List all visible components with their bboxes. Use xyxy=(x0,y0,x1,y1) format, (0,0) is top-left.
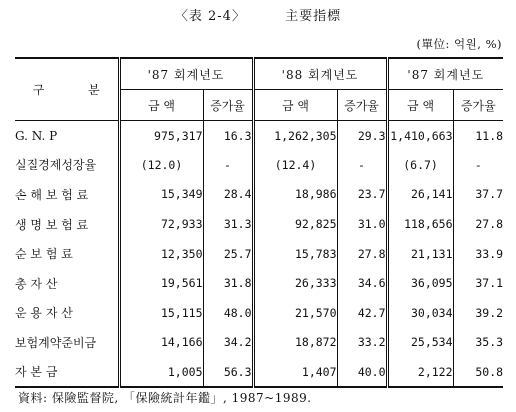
row-label: 순 보 험 료 xyxy=(15,247,73,262)
table-row xyxy=(15,239,503,269)
growth-rate-cell: 25.7 xyxy=(203,239,253,269)
amount-cell: 12,350 xyxy=(119,239,203,269)
amount-cell: 21,570 xyxy=(253,298,337,328)
amount-cell: 92,825 xyxy=(253,209,337,239)
sub-header: 금 액 xyxy=(253,90,337,121)
growth-rate-cell: 40.0 xyxy=(337,357,387,387)
growth-rate-cell: 34.6 xyxy=(337,268,387,298)
growth-rate-cell: 23.7 xyxy=(337,180,387,210)
growth-rate-cell: 56.3 xyxy=(203,357,253,387)
amount-cell: 19,561 xyxy=(119,268,203,298)
growth-rate-cell: 33.2 xyxy=(337,328,387,358)
amount-cell: 1,407 xyxy=(253,357,337,387)
amount-cell: 72,933 xyxy=(119,209,203,239)
amount-cell: 118,656 xyxy=(387,209,453,239)
row-label: G. N. P xyxy=(15,128,58,143)
growth-rate-cell: 28.4 xyxy=(203,180,253,210)
amount-cell: 30,034 xyxy=(387,298,453,328)
table-row xyxy=(15,150,503,180)
source-note: 資料: 保險監督院, 「保險統計年鑑」, 1987~1989. xyxy=(18,391,312,405)
row-label: 보험계약준비금 xyxy=(15,335,97,350)
amount-cell: 1,410,663 xyxy=(387,121,453,151)
indicators-table xyxy=(15,57,503,388)
amount-cell: 25,534 xyxy=(387,328,453,358)
growth-rate-cell: 39.2 xyxy=(453,298,503,328)
amount-cell: 1,005 xyxy=(119,357,203,387)
row-label: 총 자 산 xyxy=(15,276,58,291)
table-row xyxy=(15,209,503,239)
growth-rate-cell: 27.8 xyxy=(337,239,387,269)
table-row xyxy=(15,357,503,387)
row-label: 손 해 보 험 료 xyxy=(15,187,89,202)
row-label: 실질경제성장율 xyxy=(15,158,97,173)
row-label: 생 명 보 험 료 xyxy=(15,217,89,232)
table-row xyxy=(15,180,503,210)
amount-cell: 26,141 xyxy=(387,180,453,210)
amount-cell: 18,986 xyxy=(253,180,337,210)
growth-rate-cell: - xyxy=(203,150,253,180)
amount-cell: 2,122 xyxy=(387,357,453,387)
unit-note: (單位: 억원, %) xyxy=(416,37,502,51)
growth-rate-cell: 16.3 xyxy=(203,121,253,151)
amount-cell: 1,262,305 xyxy=(253,121,337,151)
growth-rate-cell: 50.8 xyxy=(453,357,503,387)
growth-rate-cell: 31.3 xyxy=(203,209,253,239)
sub-header: 증가율 xyxy=(453,90,503,121)
amount-cell: (12.0) xyxy=(119,150,203,180)
growth-rate-cell: 33.9 xyxy=(453,239,503,269)
sub-header: 금 액 xyxy=(387,90,453,121)
table-row xyxy=(15,328,503,358)
growth-rate-cell: 37.1 xyxy=(453,268,503,298)
growth-rate-cell: 48.0 xyxy=(203,298,253,328)
amount-cell: (6.7) xyxy=(387,150,453,180)
amount-cell: 14,166 xyxy=(119,328,203,358)
sub-header: 증가율 xyxy=(203,90,253,121)
growth-rate-cell: 11.8 xyxy=(453,121,503,151)
growth-rate-cell: 37.7 xyxy=(453,180,503,210)
amount-cell: 18,872 xyxy=(253,328,337,358)
table-title-text: 主要指標 xyxy=(285,9,342,24)
amount-cell: 21,131 xyxy=(387,239,453,269)
amount-cell: 36,095 xyxy=(387,268,453,298)
year-header: '88 회계년도 xyxy=(253,58,387,90)
sub-header: 증가율 xyxy=(337,90,387,121)
amount-cell: 15,349 xyxy=(119,180,203,210)
growth-rate-cell: 27.8 xyxy=(453,209,503,239)
amount-cell: 975,317 xyxy=(119,121,203,151)
table-row xyxy=(15,298,503,328)
table-row xyxy=(15,268,503,298)
growth-rate-cell: - xyxy=(337,150,387,180)
row-label: 운 용 자 산 xyxy=(15,306,73,321)
row-label: 자 본 금 xyxy=(15,365,58,380)
amount-cell: 15,783 xyxy=(253,239,337,269)
growth-rate-cell: 35.3 xyxy=(453,328,503,358)
growth-rate-cell: 31.8 xyxy=(203,268,253,298)
growth-rate-cell: 34.2 xyxy=(203,328,253,358)
table-number: 〈表 2-4〉 xyxy=(174,9,246,24)
growth-rate-cell: 42.7 xyxy=(337,298,387,328)
year-header: '87 회계년도 xyxy=(387,58,503,90)
table-row xyxy=(15,121,503,151)
amount-cell: (12.4) xyxy=(253,150,337,180)
amount-cell: 26,333 xyxy=(253,268,337,298)
growth-rate-cell: 31.0 xyxy=(337,209,387,239)
growth-rate-cell: 29.3 xyxy=(337,121,387,151)
row-header: 구 분 xyxy=(15,58,119,121)
year-header: '87 회계년도 xyxy=(119,58,253,90)
growth-rate-cell: - xyxy=(453,150,503,180)
amount-cell: 15,115 xyxy=(119,298,203,328)
table-title xyxy=(0,5,516,24)
sub-header: 금 액 xyxy=(119,90,203,121)
